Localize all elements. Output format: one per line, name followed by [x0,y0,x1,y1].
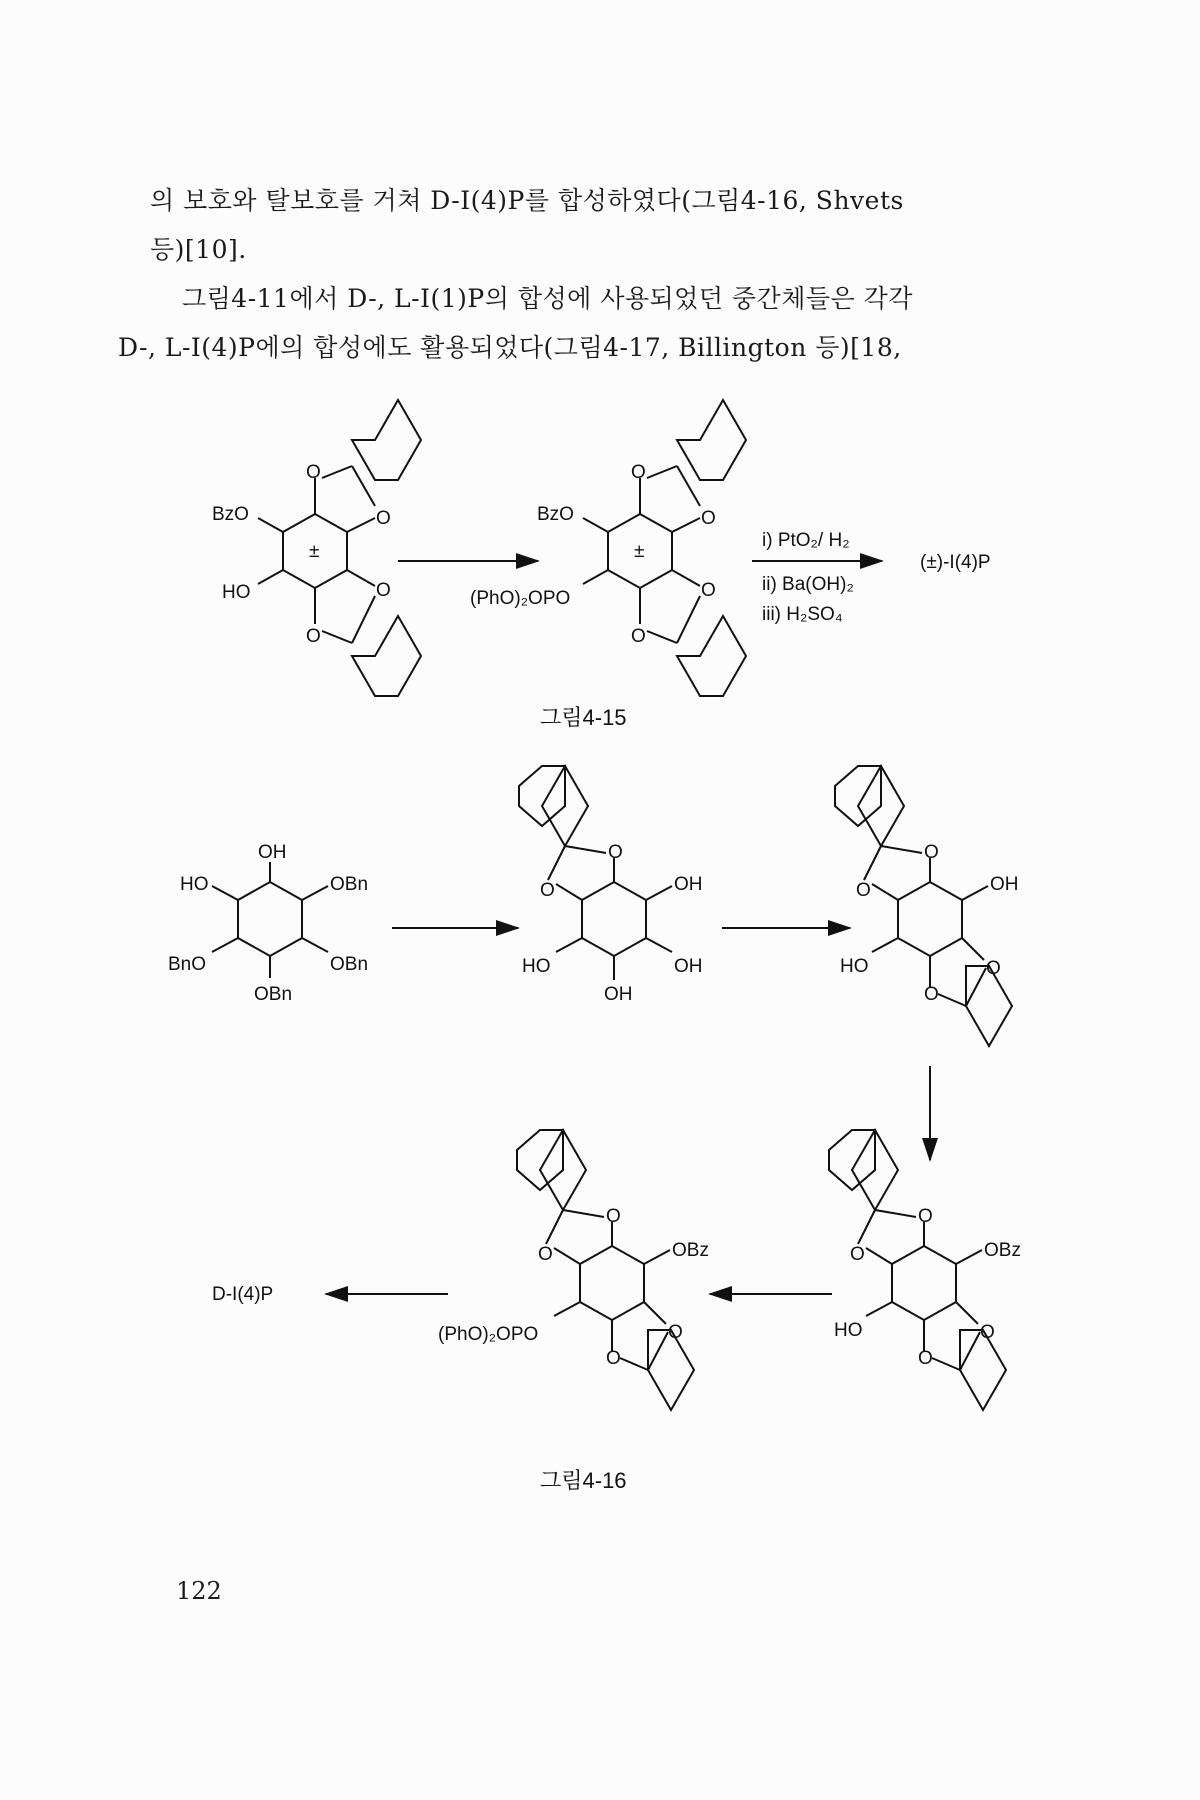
fig16-c1-left-bottom: BnO [168,954,207,975]
fig15-reactant-bzo: BzO [212,504,249,525]
fig16-c3-o1: O [924,842,939,863]
fig16-caption: 그림4-16 [540,1468,627,1493]
figure-4-16 [168,766,1021,1493]
fig16-compound1-structure [212,862,328,978]
fig15-product-o4: O [631,626,646,647]
fig16-final-product: D-I(4)P [212,1284,274,1305]
fig16-c5-right-top: OBz [672,1240,709,1261]
fig15-reactant-o3: O [376,580,391,601]
fig16-c5-o2: O [538,1244,553,1265]
page-number: 122 [176,1577,222,1605]
fig16-c1-top: OH [258,842,287,863]
fig16-c5-left-bottom: (PhO)₂OPO [438,1324,539,1345]
fig16-c4-o2: O [850,1244,865,1265]
paragraph-2-line-1: 그림4-11에서 D-, L-I(1)P의 합성에 사용되었던 중간체들은 각각 [182,284,913,313]
fig15-product-bzo: BzO [537,504,574,525]
fig15-condition-1: i) PtO₂/ H₂ [762,530,850,551]
fig15-reactant-ho: HO [222,582,251,603]
fig16-c5-o4: O [606,1348,621,1369]
fig16-c3-o2: O [856,880,871,901]
fig16-c1-bottom: OBn [254,984,293,1005]
fig16-c2-o1: O [608,842,623,863]
fig16-c4-left-bottom: HO [834,1320,863,1341]
fig16-c1-right-top: OBn [330,874,369,895]
fig15-reactant-o4: O [306,626,321,647]
fig15-condition-2: ii) Ba(OH)₂ [762,574,854,595]
fig15-final-product: (±)-I(4)P [920,552,991,573]
fig15-reactant-o1: O [306,462,321,483]
fig16-c3-o4: O [924,984,939,1005]
fig16-c2-bottom: OH [604,984,633,1005]
fig16-c3-right-top: OH [990,874,1019,895]
fig15-product-o2: O [701,508,716,529]
fig15-product-o1: O [631,462,646,483]
paragraph-1-line-1: 의 보호와 탈보호를 거쳐 D-I(4)P를 합성하였다(그림4-16, Shvets [150,186,904,215]
fig15-reactant-center: ± [309,541,320,562]
fig16-c2-left-bottom: HO [522,956,551,977]
fig16-c3-o3: O [986,958,1001,979]
paragraph-2-line-2: D-, L-I(4)P에의 합성에도 활용되었다(그림4-17, Billington 등)[18, [118,333,902,362]
fig15-product-o3: O [701,580,716,601]
fig16-compound2-structure [519,766,672,980]
fig15-product-structure [583,400,746,696]
fig16-c4-o4: O [918,1348,933,1369]
fig16-c2-right-top: OH [674,874,703,895]
fig16-c4-right-top: OBz [984,1240,1021,1261]
fig16-c1-left-top: HO [180,874,209,895]
paragraph-1-line-2: 등)[10]. [150,235,247,264]
fig15-reactant-o2: O [376,508,391,529]
fig15-condition-3: iii) H₂SO₄ [762,604,843,625]
figure-4-15 [212,400,991,730]
fig16-c2-o2: O [540,880,555,901]
fig16-c3-left-bottom: HO [840,956,869,977]
fig16-c4-o1: O [918,1206,933,1227]
fig15-caption: 그림4-15 [540,705,627,730]
fig15-product-phosphate: (PhO)₂OPO [470,588,571,609]
fig15-reactant-structure [258,400,421,696]
fig16-c4-o3: O [980,1322,995,1343]
fig16-c2-right-bottom: OH [674,956,703,977]
fig16-c1-right-bottom: OBn [330,954,369,975]
fig16-c5-o1: O [606,1206,621,1227]
fig16-c5-o3: O [668,1322,683,1343]
fig15-product-center: ± [634,541,645,562]
